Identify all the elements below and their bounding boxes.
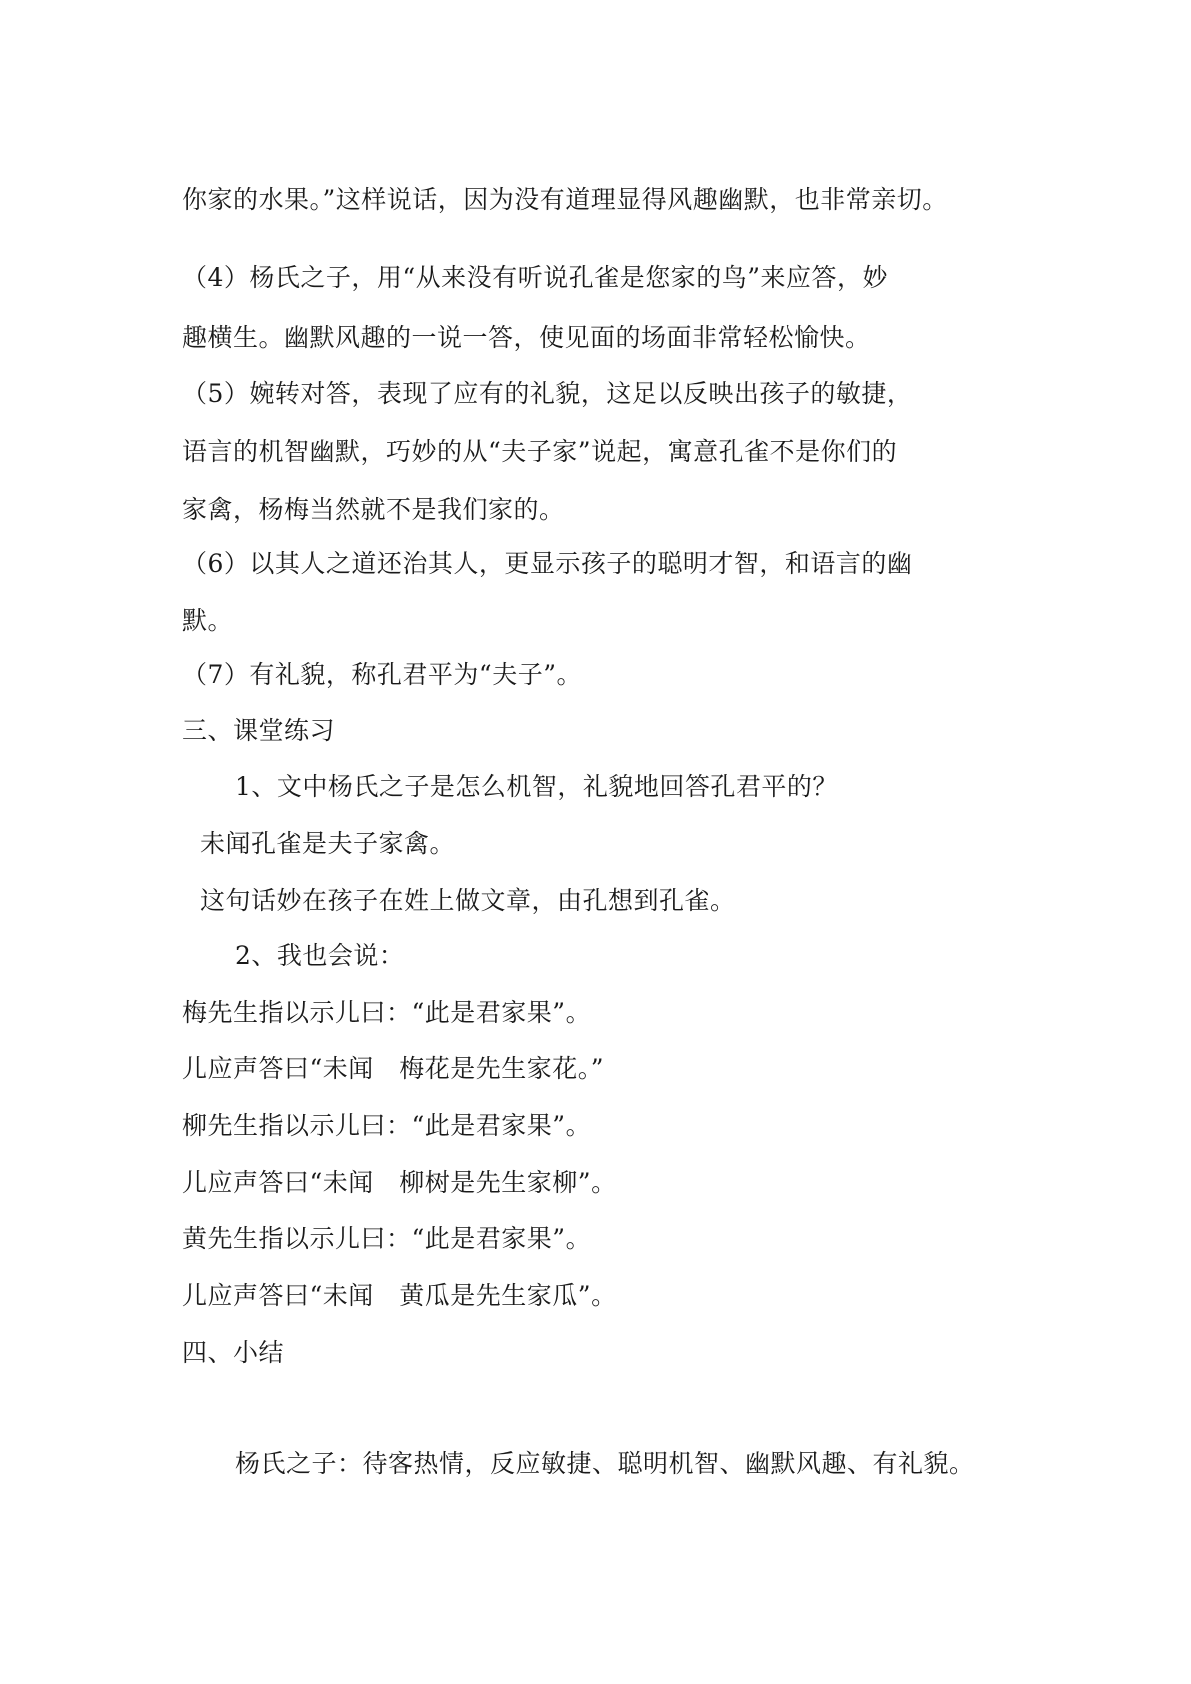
paragraph-line: 默。 — [182, 606, 234, 635]
section-heading: 四、小结 — [182, 1338, 285, 1367]
paragraph-line: （4）杨氏之子，用“从来没有听说孔雀是您家的鸟”来应答，妙 — [182, 263, 888, 292]
exercise-answer: 这句话妙在孩子在姓上做文章，由孔想到孔雀。 — [200, 886, 736, 915]
exercise-answer: 未闻孔雀是夫子家禽。 — [200, 829, 456, 858]
paragraph-line: 语言的机智幽默，巧妙的从“夫子家”说起，寓意孔雀不是你们的 — [182, 437, 898, 466]
example-line: 黄先生指以示儿曰：“此是君家果”。 — [182, 1224, 592, 1253]
paragraph-line: （7）有礼貌，称孔君平为“夫子”。 — [182, 660, 582, 689]
exercise-question: 2、我也会说： — [235, 941, 405, 970]
paragraph-line: 趣横生。幽默风趣的一说一答，使见面的场面非常轻松愉快。 — [182, 323, 871, 352]
paragraph-line: 你家的水果。”这样说话，因为没有道理显得风趣幽默，也非常亲切。 — [182, 185, 948, 214]
example-line: 儿应声答曰“未闻 梅花是先生家花。” — [182, 1054, 605, 1083]
example-line: 儿应声答曰“未闻 黄瓜是先生家瓜”。 — [182, 1281, 617, 1310]
summary-line: 杨氏之子：待客热情，反应敏捷、聪明机智、幽默风趣、有礼貌。 — [235, 1449, 975, 1478]
example-line: 柳先生指以示儿曰：“此是君家果”。 — [182, 1111, 592, 1140]
paragraph-line: （6）以其人之道还治其人，更显示孩子的聪明才智，和语言的幽 — [182, 549, 913, 578]
example-line: 梅先生指以示儿曰：“此是君家果”。 — [182, 998, 592, 1027]
example-line: 儿应声答曰“未闻 柳树是先生家柳”。 — [182, 1168, 617, 1197]
exercise-question: 1、文中杨氏之子是怎么机智，礼貌地回答孔君平的？ — [235, 772, 838, 801]
section-heading: 三、课堂练习 — [182, 716, 336, 745]
paragraph-line: （5）婉转对答，表现了应有的礼貌，这足以反映出孩子的敏捷， — [182, 379, 913, 408]
paragraph-line: 家禽，杨梅当然就不是我们家的。 — [182, 495, 565, 524]
